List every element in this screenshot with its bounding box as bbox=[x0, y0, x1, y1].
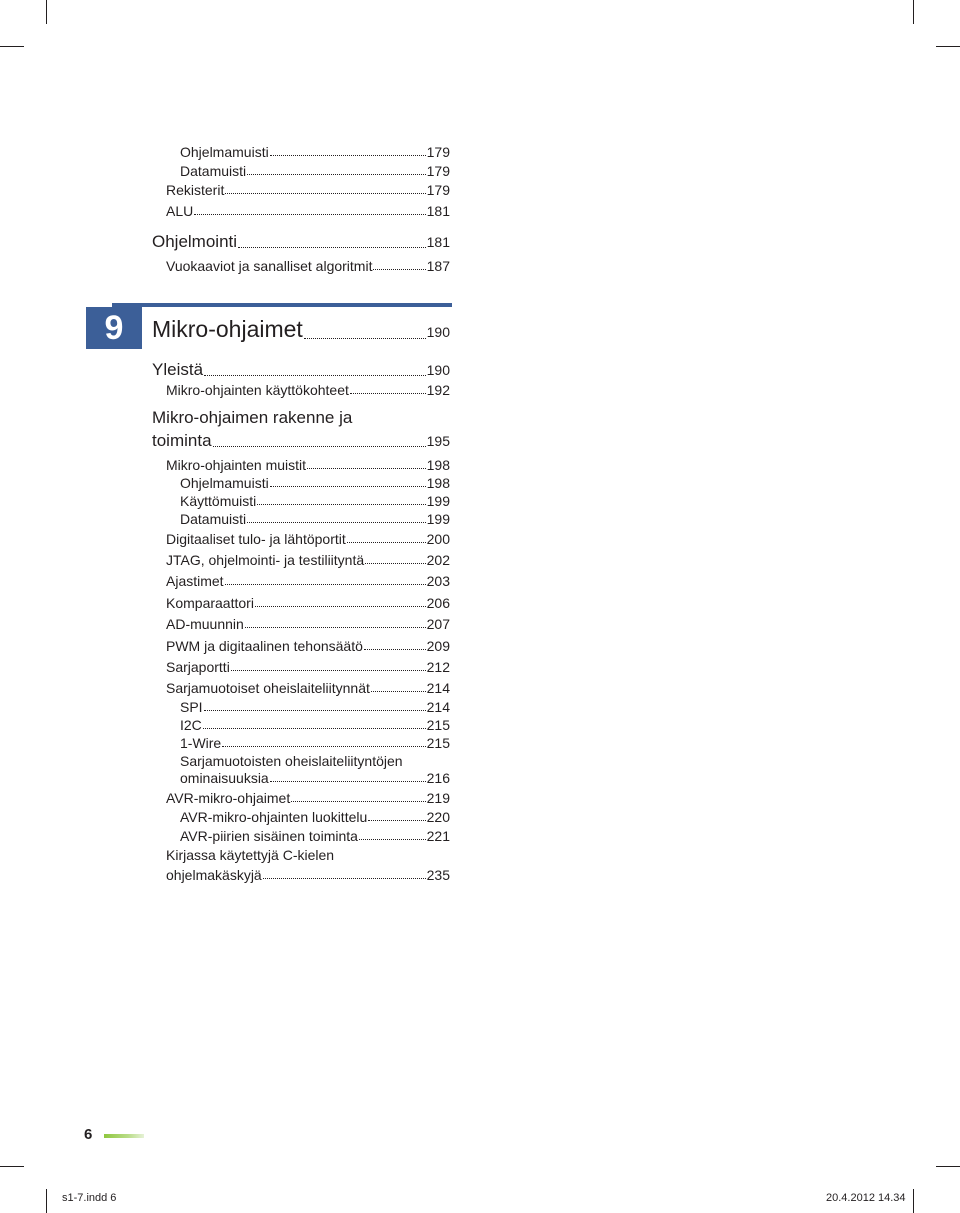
chapter-title: Mikro-ohjaimet 190 bbox=[152, 316, 450, 342]
toc-entry-line1: Mikro-ohjaimen rakenne ja bbox=[152, 408, 353, 427]
toc-entry: AVR-mikro-ohjainten luokittelu 220 bbox=[180, 809, 450, 825]
toc-entry: toiminta 195 bbox=[152, 431, 450, 450]
toc-entry: AVR-piirien sisäinen toiminta 221 bbox=[180, 828, 450, 844]
toc-entry: Digitaaliset tulo- ja lähtöportit 200 bbox=[166, 531, 450, 547]
toc-entry: Mikro-ohjainten käyttökohteet 192 bbox=[166, 382, 450, 398]
toc-entry: 1-Wire 215 bbox=[180, 735, 450, 751]
chapter-rule bbox=[112, 303, 452, 307]
toc-entry: SPI 214 bbox=[180, 699, 450, 715]
toc-entry: JTAG, ohjelmointi- ja testiliityntä 202 bbox=[166, 552, 450, 568]
toc-entry: Ohjelmamuisti 179 bbox=[180, 144, 450, 160]
toc-entry: Yleistä 190 bbox=[152, 360, 450, 379]
toc-entry: Vuokaaviot ja sanalliset algoritmit 187 bbox=[166, 258, 450, 274]
toc-entry: Ohjelmointi 181 bbox=[152, 232, 450, 251]
toc-entry-line1: Sarjamuotoisten oheislaiteliityntöjen bbox=[180, 753, 403, 769]
page-number: 6 bbox=[84, 1126, 93, 1143]
slug-date: 20.4.2012 14.34 bbox=[826, 1192, 906, 1204]
folio-accent-bar bbox=[104, 1134, 144, 1138]
toc-entry: AD-muunnin 207 bbox=[166, 616, 450, 632]
toc-entry: Ajastimet 203 bbox=[166, 573, 450, 589]
toc-entry: Sarjamuotoiset oheislaiteliitynnät 214 bbox=[166, 680, 450, 696]
toc-entry: Mikro-ohjainten muistit 198 bbox=[166, 457, 450, 473]
chapter-number-badge: 9 bbox=[86, 307, 142, 349]
toc-entry: Ohjelmamuisti 198 bbox=[180, 475, 450, 491]
toc-entry: AVR-mikro-ohjaimet 219 bbox=[166, 790, 450, 806]
toc-entry: Datamuisti 199 bbox=[180, 511, 450, 527]
toc-entry: Komparaattori 206 bbox=[166, 595, 450, 611]
toc-entry: ominaisuuksia 216 bbox=[180, 770, 450, 786]
toc-entry: Datamuisti 179 bbox=[180, 163, 450, 179]
toc-entry: PWM ja digitaalinen tehonsäätö 209 bbox=[166, 638, 450, 654]
toc-entry: I2C 215 bbox=[180, 717, 450, 733]
toc-entry: ohjelmakäskyjä 235 bbox=[166, 867, 450, 883]
slug-file: s1-7.indd 6 bbox=[62, 1192, 117, 1204]
toc-entry: ALU 181 bbox=[166, 203, 450, 219]
toc-entry: Sarjaportti 212 bbox=[166, 659, 450, 675]
toc-entry-line1: Kirjassa käytettyjä C-kielen bbox=[166, 847, 335, 863]
toc-entry: Rekisterit 179 bbox=[166, 182, 450, 198]
toc-entry: Käyttömuisti 199 bbox=[180, 493, 450, 509]
